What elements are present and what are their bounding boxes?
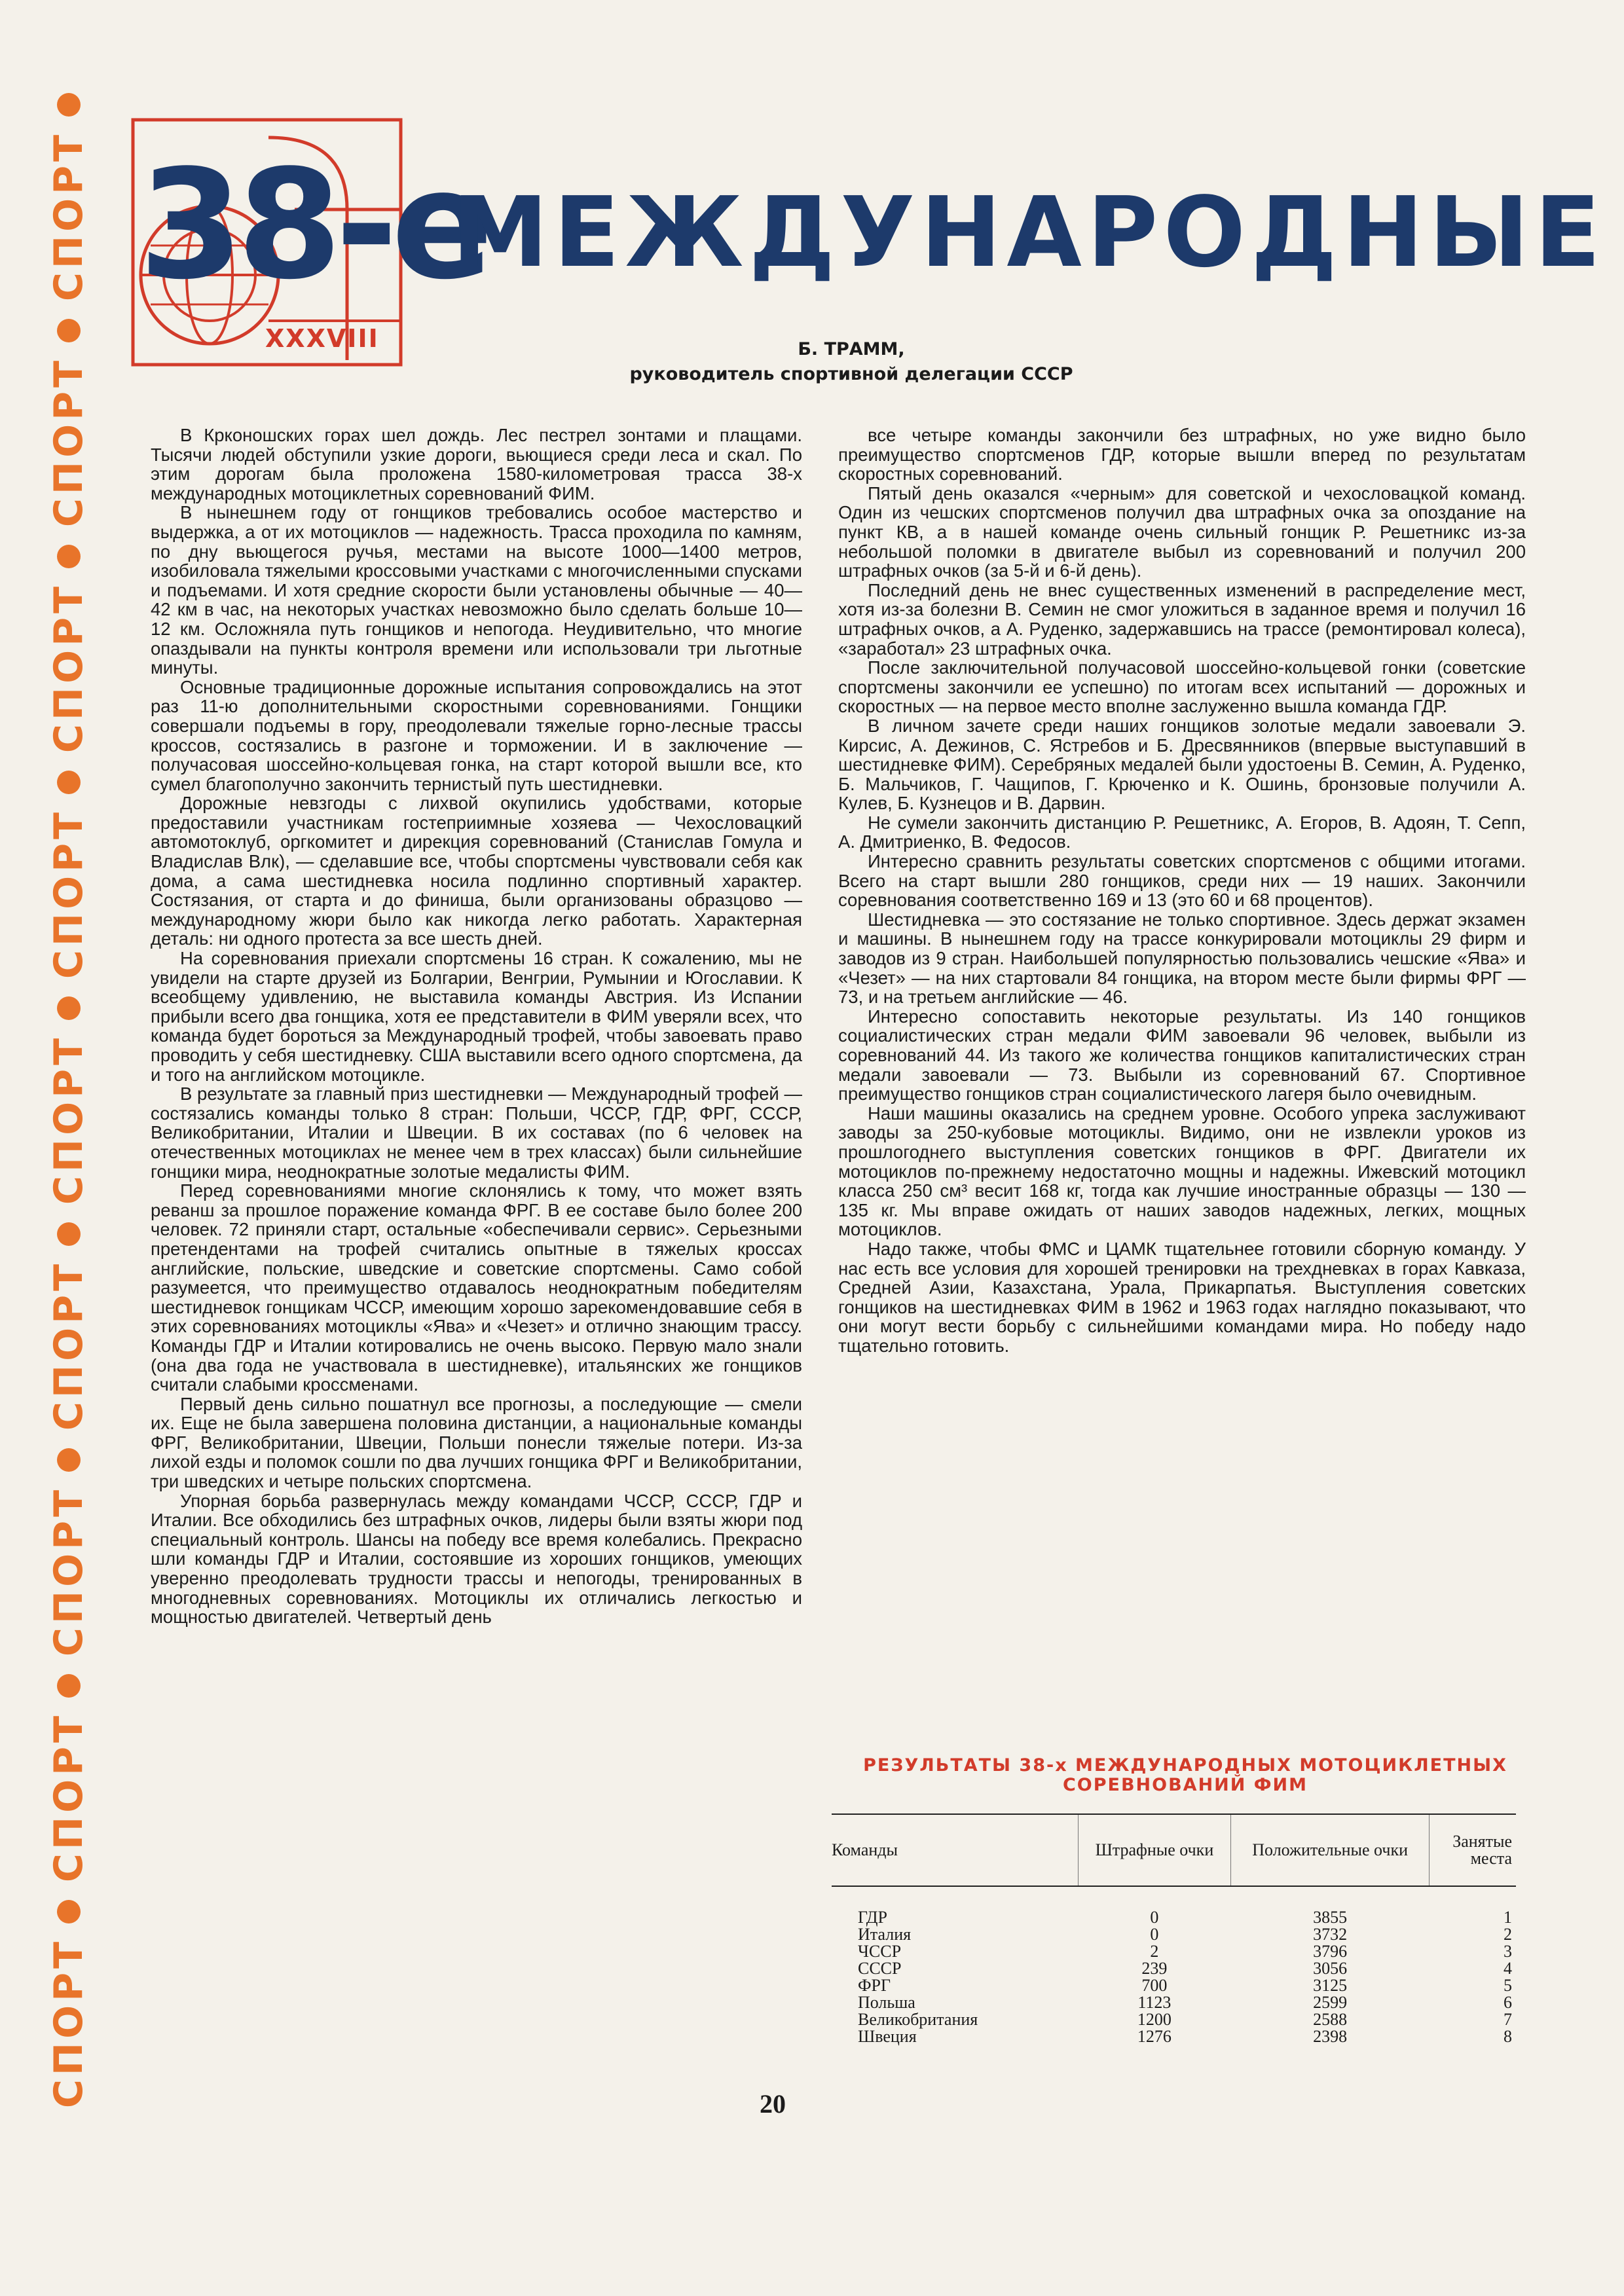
- place-cell: 7: [1504, 2010, 1512, 2029]
- header-positive-points: Положительные очки: [1231, 1814, 1430, 1886]
- header-teams: Команды: [832, 1814, 1078, 1886]
- sport-word: СПОРТ: [46, 356, 92, 528]
- orange-dot-icon: [57, 1674, 81, 1698]
- points-cell: 3796: [1313, 1942, 1348, 1961]
- sport-strip-unit: [46, 1886, 92, 2108]
- sport-strip-unit: [46, 304, 92, 527]
- article-paragraph: все четыре команды закончили без штрафных, но уже видно было преимущество спортсменов ГДР, которые вышли вперед по результатам скоростных соревнований.: [838, 425, 1526, 484]
- article-paragraph: Интересно сравнить результаты советских спортсменов с общими итогами. Всего на старт вышли 280 гонщиков, среди них — 19 наших. Закончили соревнования соответственно 169 и 13 (это 60 и 68 процентов).: [838, 851, 1526, 911]
- author-name: Б. ТРАММ,: [798, 339, 905, 359]
- results-title: РЕЗУЛЬТАТЫ 38-х МЕЖДУНАРОДНЫХ МОТОЦИКЛЕТНЫХ СОРЕВНОВАНИЙ ФИМ: [863, 1755, 1507, 1795]
- article-paragraph: В личном зачете среди наших гонщиков золотые медали завоевали Э. Кирсис, А. Дежинов, С. Ястребов и Б. Дресвянников (впервые выступавший в шестидневке ФИМ). Серебряных медалей были удостоены В. Семин, А. Руденко, Б. Мальчиков, Г. Чащипов, Г. Крюченко и К. Ошинь, бронзовые получили А. Кулев, Б. Кузнецов и В. Дарвин.: [838, 715, 1526, 814]
- penalty-cell: 239: [1141, 1959, 1168, 1978]
- article-paragraph: Пятый день оказался «черным» для советской и чехословацкой команд. Один из чешских спортсменов получил два штрафных очка за опоздание на пункт КВ, а в нашей команде очень сильный гонщик Р. Решетникс из-за небольшой поломки в двигателе выбыл из соревнований и получил 200 штрафных очков (за 5-й и 6-й день).: [838, 483, 1526, 581]
- table-row: [832, 1943, 1516, 1960]
- place-cell: 5: [1504, 1976, 1512, 1995]
- sport-word: СПОРТ: [46, 1937, 92, 2108]
- sport-word: СПОРТ: [46, 1034, 92, 1205]
- place-cell: 1: [1504, 1908, 1512, 1927]
- article-paragraph: В результате за главный приз шестидневки — Международный трофей — состязались команды только 8 стран: Польши, ЧССР, ГДР, ФРГ, СССР, Великобритании, Италии и Швеции. В их составах (по 6 человек на отечественных мотоциклах не менее чем в трех классах) были сильнейшие гонщики мира, неоднократные золотые медалисты ФИМ.: [151, 1084, 802, 1182]
- sport-strip-unit: [46, 756, 92, 979]
- article-paragraph: Интересно сопоставить некоторые результаты. Из 140 гонщиков социалистических стран медали ФИМ завоевали 96 человек, выбыли из соревнований 44. Из такого же количества гонщиков капиталистических стран медали завоевали — 73. Выбыли из соревнований 67. Спортивное преимущество гонщиков стран социалистического лагеря было очевидным.: [838, 1006, 1526, 1104]
- place-cell: 4: [1504, 1959, 1512, 1978]
- article-paragraph: Перед соревнованиями многие склонялись к тому, что может взять реванш за прошлое поражение команда ФРГ. В ее составе было более 200 человек. 72 приняли старт, остальные «обеспечивали сервис». Серьезными претендентами на трофей считались опытные в тяжелых кроссах английские, польские, шведские и советские спортсмены. Само собой разумеется, что преимущество отдавалось неоднократным победителям шестидневок гонщикам ЧССР, имеющим хорошо зарекомендовавшие себя в этих соревнованиях мотоциклы «Ява» и «Чезет» и отлично знающим трассу. Команды ГДР и Италии котировались не очень высоко. Первую мало знали (она два года не участвовала в шестидневке), итальянских же гонщиков считали слабыми кроссменами.: [151, 1180, 802, 1395]
- table-row: [832, 2028, 1516, 2045]
- article-paragraph: Дорожные невзгоды с лихвой окупились удобствами, которые предоставили участникам гостеприимные хозяева — Чехословацкий автомотоклуб, оргкомитет и дирекция соревнований (Станислав Гомула и Владислав Влк), — сделавшие все, чтобы спортсмены чувствовали себя как дома, а сама шестидневка носила подлинно спортивный характер. Состязания, от старта и до финиша, были организованы образцово — международному жюри было как никогда легко работать. Характерная деталь: ни одного протеста за все шесть дней.: [151, 793, 802, 949]
- article-paragraph: Не сумели закончить дистанцию Р. Решетникс, А. Егоров, В. Адоян, Т. Сепп, А. Дмитриенко, В. Федосов.: [838, 812, 1526, 852]
- points-cell: 3732: [1313, 1925, 1348, 1944]
- points-cell: 2588: [1313, 2010, 1348, 2029]
- orange-dot-icon: [57, 996, 81, 1020]
- article-paragraph: В Крконошских горах шел дождь. Лес пестрел зонтами и плащами. Тысячи людей обступили узкие дороги, вьющиеся среди леса и скал. По этим дорогам была проложена 1580-километровая трасса 38-х международных мотоциклетных соревнований ФИМ.: [151, 425, 802, 503]
- edition-number: 38-е: [139, 138, 487, 313]
- article-paragraph: В нынешнем году от гонщиков требовались особое мастерство и выдержка, а от их мотоциклов — надежность. Трасса проходила по камням, по дну вьющегося ручья, местами на высоте 1000—1400 метров, изобиловала тяжелыми кроссовыми участками с многочисленными спусками и подъемами. И хотя средние скорости были установлены обычные — 40—42 км в час, на некоторых участках невозможно было сделать больше 10—12 км. Осложняла путь гонщиков и непогода. Неудивительно, что многие опаздывали на пункты контроля времени или использовали три льготные минуты.: [151, 502, 802, 678]
- team-cell: Великобритания: [858, 2010, 978, 2029]
- sport-strip-unit: [46, 1660, 92, 1882]
- place-cell: 3: [1504, 1942, 1512, 1961]
- sport-word: СПОРТ: [46, 1260, 92, 1430]
- orange-dot-icon: [57, 319, 81, 342]
- sport-word: СПОРТ: [46, 131, 92, 302]
- article-paragraph: Первый день сильно пошатнул все прогнозы, а последующие — смели их. Еще не была завершена половина дистанции, а национальные команды ФРГ, Великобритании, Швеции, Польши понесли тяжелые потери. Из-за лихой езды и поломок сошли по два лучших гонщика ФРГ и Великобритании, три шведских и четыре польских спортсмена.: [151, 1393, 802, 1492]
- sport-strip-unit: [46, 982, 92, 1205]
- team-cell: Швеция: [858, 2027, 917, 2046]
- team-cell: ГДР: [858, 1908, 887, 1927]
- orange-dot-icon: [57, 771, 81, 794]
- article-paragraph: После заключительной получасовой шоссейно-кольцевой гонки (советские спортсмены закончили ее успешно) по итогам всех испытаний — дорожных и скоростных — на первое место вполне заслуженно вышла команда ГДР.: [838, 657, 1526, 717]
- author-role: руководитель спортивной делегации СССР: [629, 364, 1073, 384]
- sport-word: СПОРТ: [46, 582, 92, 754]
- sport-word: СПОРТ: [46, 808, 92, 979]
- sport-strip-unit: [46, 530, 92, 753]
- penalty-cell: 2: [1150, 1942, 1159, 1961]
- penalty-cell: 0: [1150, 1908, 1159, 1927]
- byline: [458, 337, 1244, 387]
- penalty-cell: 1276: [1137, 2027, 1172, 2046]
- sport-word: СПОРТ: [46, 1485, 92, 1656]
- points-cell: 3125: [1313, 1976, 1348, 1995]
- orange-dot-icon: [57, 545, 81, 568]
- results-header-row: [832, 1814, 1516, 1886]
- penalty-cell: 700: [1141, 1976, 1168, 1995]
- sport-strip-unit: [46, 79, 92, 301]
- edition-roman: XXXVIII: [265, 324, 379, 353]
- orange-dot-icon: [57, 1222, 81, 1246]
- table-row: [832, 1926, 1516, 1943]
- sport-side-strip: [36, 79, 101, 2108]
- article-headline: МЕЖДУНАРОДНЫЕ: [452, 176, 1606, 289]
- sport-word: СПОРТ: [46, 1711, 92, 1882]
- table-row: [832, 1994, 1516, 2011]
- team-cell: Польша: [858, 1993, 915, 2012]
- article-paragraph: На соревнования приехали спортсмены 16 стран. К сожалению, мы не увидели на старте друзей из Болгарии, Венгрии, Румынии и Югославии. К всеобщему удивлению, не выставила команды Австрия. Из Испании прибыли всего два гонщика, хотя ее представители в ФИМ уверяли всех, что команда будет бороться за Международный трофей, чтобы завоевать право проводить у себя шестидневку. США выставили всего одного спортсмена, да и того на английском мотоцикле.: [151, 948, 802, 1085]
- team-cell: ЧССР: [858, 1942, 902, 1961]
- header-penalty-points: Штрафные очки: [1078, 1814, 1231, 1886]
- table-row: [832, 1886, 1516, 1926]
- table-row: [832, 1977, 1516, 1994]
- article-paragraph: Шестидневка — это состязание не только спортивное. Здесь держат экзамен и машины. В нынешнем году на трассе конкурировали мотоциклы 29 фирм и заводов из 9 стран. Наибольшей популярностью пользовались чешские «Ява» и «Чезет» — на них стартовали 84 гонщика, на втором месте были фирмы ФРГ — 73, и на третьем английские — 46.: [838, 909, 1526, 1008]
- sport-strip-unit: [46, 1434, 92, 1656]
- article-paragraph: Основные традиционные дорожные испытания сопровождались на этот раз 11-ю дополнительными скоростными соревнованиями. Гонщики совершали подъемы в гору, преодолевали тяжелые горно-лесные трассы кроссов, состязались в разгоне и торможении. И в заключение — получасовая шоссейно-кольцевая гонка, на старт которой вышли все, кто сумел благополучно закончить тернистый путь шестидневки.: [151, 676, 802, 794]
- table-row: [832, 2011, 1516, 2028]
- table-row: [832, 1960, 1516, 1977]
- right-text-column: [838, 426, 1526, 1356]
- article-paragraph: Последний день не внес существенных изменений в распределение мест, хотя из-за болезни В. Семин не смог уложиться в заданное время и получил 16 штрафных очков, а А. Руденко, задержавшись на трассе (ремонтировал колеса), «заработал» 23 штрафных очка.: [838, 579, 1526, 659]
- results-table: [832, 1813, 1516, 2045]
- penalty-cell: 0: [1150, 1925, 1159, 1944]
- place-cell: 8: [1504, 2027, 1512, 2046]
- results-body: [832, 1886, 1516, 2045]
- orange-dot-icon: [57, 93, 81, 117]
- team-cell: Италия: [858, 1925, 912, 1944]
- page-number: 20: [760, 2089, 786, 2119]
- article-paragraph: Надо также, чтобы ФМС и ЦАМК тщательнее готовили сборную команду. У нас есть все условия для хорошей тренировки на трехдневках в горах Кавказа, Средней Азии, Казахстана, Урала, Прикарпатья. Выступления советских гонщиков на шестидневках ФИМ в 1962 и 1963 годах наглядно показывают, что они могут вести борьбу с сильнейшими командами мира. Но победу надо тщательно готовить.: [838, 1238, 1526, 1356]
- points-cell: 3855: [1313, 1908, 1348, 1927]
- points-cell: 2599: [1313, 1993, 1348, 2012]
- left-text-column: [151, 426, 802, 2102]
- place-cell: 6: [1504, 1993, 1512, 2012]
- team-cell: СССР: [858, 1959, 902, 1978]
- penalty-cell: 1123: [1137, 1993, 1172, 2012]
- points-cell: 3056: [1313, 1959, 1348, 1978]
- orange-dot-icon: [57, 1448, 81, 1472]
- penalty-cell: 1200: [1137, 2010, 1172, 2029]
- header-places: Занятые места: [1430, 1814, 1517, 1886]
- place-cell: 2: [1504, 1925, 1512, 1944]
- orange-dot-icon: [57, 1900, 81, 1923]
- team-cell: ФРГ: [858, 1976, 891, 1995]
- points-cell: 2398: [1313, 2027, 1348, 2046]
- article-paragraph: Упорная борьба развернулась между командами ЧССР, СССР, ГДР и Италии. Все обходились без штрафных очков, лидеры были взяты жюри под специальный контроль. Шансы на победу все время колебались. Прекрасно шли команды ГДР и Италии, состоявшие из хороших гонщиков, умеющих уверенно преодолевать трудности трассы и непогоды, тренированных в многодневных соревнованиях. Мотоциклы их отличались легкостью и мощностью двигателей. Четвертый день: [151, 1490, 802, 1628]
- sport-strip-unit: [46, 1208, 92, 1430]
- article-paragraph: Наши машины оказались на среднем уровне. Особого упрека заслуживают заводы за 250-кубовые мотоциклы. Видимо, они не извлекли уроков из прошлогоднего выступления советских гонщиков в ФРГ. Двигатели их мотоциклов по-прежнему недостаточно мощны и надежны. Ижевский мотоцикл класса 250 см³ весит 168 кг, тогда как лучшие иностранные образцы — 130 — 135 кг. Мы вправе ожидать от наших заводов надежных, легких, мощных мотоциклов.: [838, 1102, 1526, 1240]
